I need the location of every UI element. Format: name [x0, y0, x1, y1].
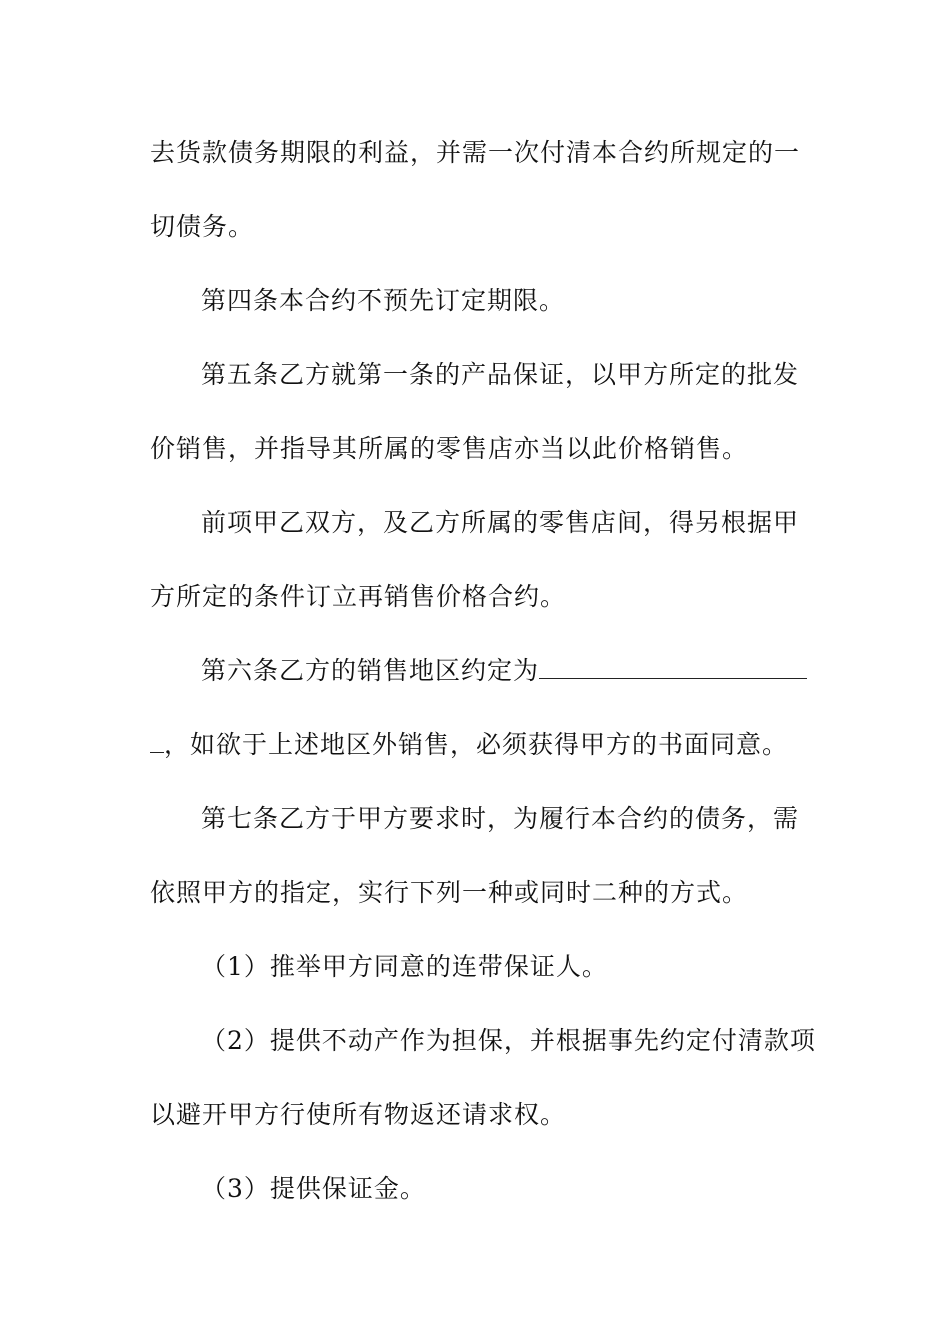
sales-region-blank[interactable] [539, 656, 807, 679]
option-2-line-1: （2）提供不动产作为担保，并根据事先约定付清款项 [201, 1026, 816, 1055]
sales-region-blank-continuation[interactable] [150, 730, 164, 753]
article-5-line-2: 价销售，并指导其所属的零售店亦当以此价格销售。 [150, 434, 749, 463]
option-2-line-2: 以避开甲方行使所有物返还请求权。 [150, 1100, 567, 1129]
text-line-1: 去货款债务期限的利益，并需一次付清本合约所规定的一 [150, 138, 801, 167]
article-7-line-2: 依照甲方的指定，实行下列一种或同时二种的方式。 [150, 878, 749, 907]
clause-line-1: 前项甲乙双方，及乙方所属的零售店间，得另根据甲 [201, 508, 800, 537]
article-6-line-1 [201, 655, 807, 687]
article-7-line-1: 第七条乙方于甲方要求时，为履行本合约的债务，需 [201, 804, 800, 833]
article-6-text-2: ，如欲于上述地区外销售，必须获得甲方的书面同意。 [164, 730, 789, 759]
option-1: （1）推举甲方同意的连带保证人。 [201, 952, 608, 981]
article-5-line-1: 第五条乙方就第一条的产品保证，以甲方所定的批发 [201, 360, 800, 389]
article-6-line-2 [150, 729, 788, 761]
article-6-text: 第六条乙方的销售地区约定为 [201, 656, 540, 685]
clause-line-2: 方所定的条件订立再销售价格合约。 [150, 582, 567, 611]
article-4: 第四条本合约不预先订定期限。 [201, 286, 566, 315]
text-line-2: 切债务。 [150, 212, 255, 241]
option-3: （3）提供保证金。 [201, 1174, 426, 1203]
